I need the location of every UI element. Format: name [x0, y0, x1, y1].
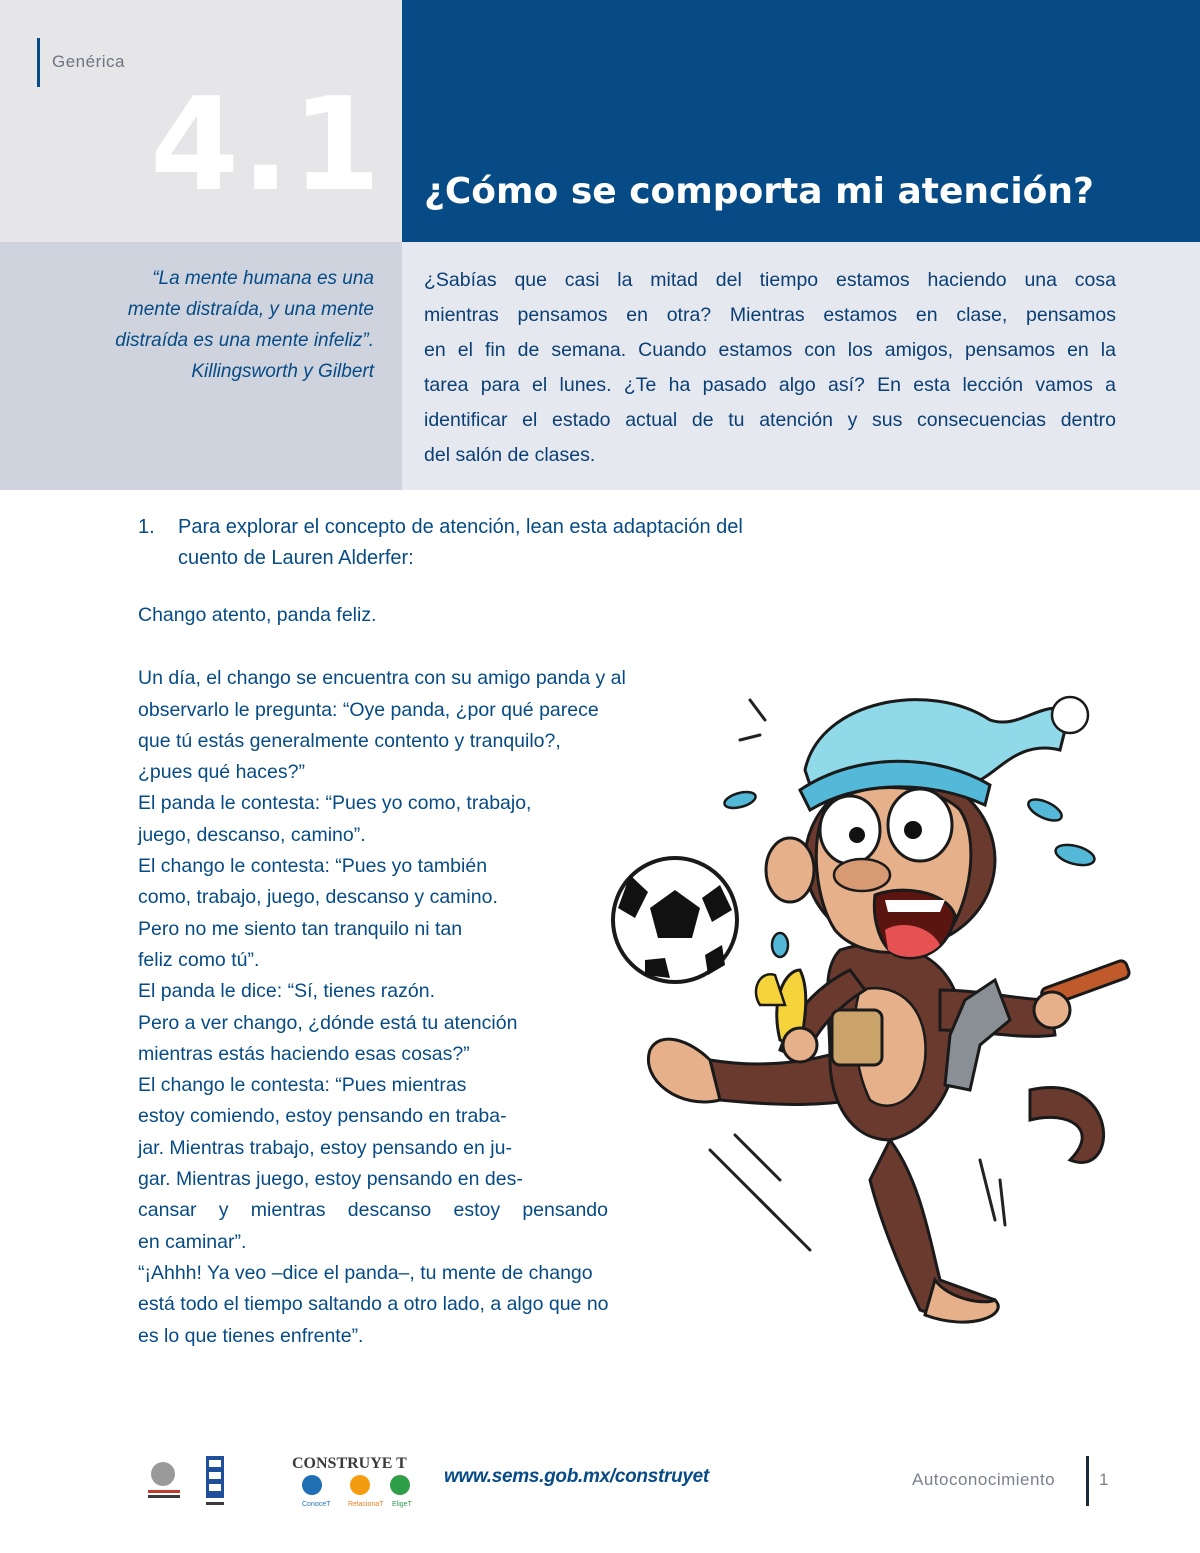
story-line: Un día, el chango se encuentra con su amigo panda y al	[138, 667, 626, 690]
brand-sub: ConoceT	[302, 1501, 331, 1508]
epigraph-quote	[40, 263, 374, 387]
story-line: es lo que tienes enfrente”.	[138, 1324, 364, 1347]
activity-line: cuento de Lauren Alderfer:	[178, 547, 414, 569]
section-label: Autoconocimiento	[912, 1470, 1056, 1489]
quote-line: distraída es una mente infeliz”.	[115, 330, 374, 351]
story-line: jar. Mientras trabajo, estoy pensando en ju-	[138, 1136, 512, 1159]
intro-line: identificar el estado actual de tu atención y sus consecuencias dentro	[424, 409, 1116, 431]
intro-line: del salón de clases.	[424, 444, 596, 466]
story-line: “¡Ahhh! Ya veo –dice el panda–, tu mente de chango	[138, 1261, 593, 1284]
website-link[interactable]: www.sems.gob.mx/construyet	[444, 1466, 709, 1487]
intro-line: en el fin de semana. Cuando estamos con los amigos, pensamos en la	[424, 339, 1116, 361]
story-line: estoy comiendo, estoy pensando en traba-	[138, 1105, 507, 1128]
lesson-title: ¿Cómo se comporta mi atención?	[424, 171, 1094, 212]
story-line: como, trabajo, juego, descanso y camino.	[138, 886, 498, 909]
intro-line: ¿Sabías que casi la mitad del tiempo estamos haciendo una cosa	[424, 269, 1116, 291]
sep-seal-logo	[148, 1462, 180, 1498]
story-line: El panda le dice: “Sí, tienes razón.	[138, 980, 436, 1003]
story-line: mientras estás haciendo esas cosas?”	[138, 1042, 470, 1065]
activity-line: Para explorar el concepto de atención, lean esta adaptación del	[178, 516, 743, 538]
story-line: cansar y mientras descanso estoy pensando	[138, 1199, 608, 1222]
page-separator	[1086, 1456, 1089, 1506]
category-marker	[37, 38, 40, 87]
story-line: ¿pues qué haces?”	[138, 761, 305, 784]
story-line: que tú estás generalmente contento y tranquilo?,	[138, 729, 561, 752]
quote-line: “La mente humana es una	[152, 268, 374, 289]
story-title: Chango atento, panda feliz.	[138, 604, 377, 626]
story-line: gar. Mientras juego, estoy pensando en des-	[138, 1168, 523, 1191]
lesson-number: 4.1	[150, 71, 383, 220]
intro-paragraph	[424, 263, 1116, 473]
story-line: feliz como tú”.	[138, 948, 260, 971]
story-line: en caminar”.	[138, 1230, 247, 1253]
monkey-illustration	[600, 660, 1160, 1360]
activity-instruction	[138, 512, 743, 574]
story-line: Pero no me siento tan tranquilo ni tan	[138, 917, 463, 940]
story-line: El panda le contesta: “Pues yo como, trabajo,	[138, 792, 532, 815]
brand-name: CONSTRUYE T	[292, 1455, 407, 1472]
construye-t-logo	[292, 1455, 413, 1508]
intro-line: mientras pensamos en otra? Mientras estamos en clase, pensamos	[424, 304, 1116, 326]
story-line: Pero a ver chango, ¿dónde está tu atención	[138, 1011, 518, 1034]
pnud-logo	[206, 1456, 224, 1505]
story-line: observarlo le pregunta: “Oye panda, ¿por qué parece	[138, 698, 599, 721]
story-line: juego, descanso, camino”.	[138, 823, 366, 846]
story-line: El chango le contesta: “Pues yo también	[138, 855, 488, 878]
brand-sub: RelacionaT	[348, 1501, 384, 1508]
story-line: El chango le contesta: “Pues mientras	[138, 1074, 467, 1097]
category-label: Genérica	[52, 52, 125, 71]
intro-line: tarea para el lunes. ¿Te ha pasado algo así? En esta lección vamos a	[424, 374, 1116, 396]
brand-sub: EligeT	[392, 1501, 412, 1508]
activity-number: 1.	[138, 516, 155, 538]
quote-line: mente distraída, y una mente	[127, 299, 374, 320]
quote-author: Killingsworth y Gilbert	[191, 361, 374, 382]
footer-logos	[138, 1450, 438, 1515]
page-number: 1	[1099, 1470, 1109, 1489]
story-line: está todo el tiempo saltando a otro lado, a algo que no	[138, 1293, 609, 1316]
